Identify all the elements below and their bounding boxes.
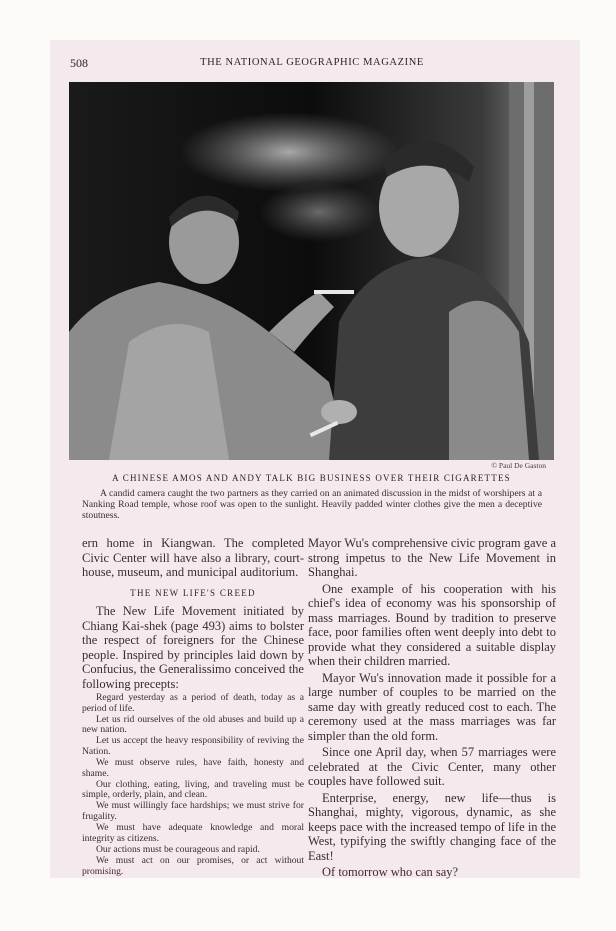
magazine-title: THE NATIONAL GEOGRAPHIC MAGAZINE: [200, 57, 424, 68]
precept-item: Let us rid ourselves of the old abuses and build up a new nation.: [82, 713, 304, 736]
body-paragraph: Enterprise, energy, new life—thus is Shanghai, mighty, vigorous, dynamic, as she keeps pace with the increased tempo of life in the West, typifying the swiftly changing face of the East!: [308, 790, 556, 863]
caption-title: A CHINESE AMOS AND ANDY TALK BIG BUSINESS OVER THEIR CIGARETTES: [112, 473, 511, 483]
precept-item: We must act on our promises, or act without promising.: [82, 854, 304, 877]
left-column: [82, 536, 304, 878]
precept-item: We must willingly face hardships; we must strive for frugality.: [82, 800, 304, 823]
section-title: THE NEW LIFE'S CREED: [130, 587, 256, 598]
precept-item: Let us accept the heavy responsibility of reviving the Nation.: [82, 735, 304, 757]
photo-credit: © Paul De Gaston: [491, 461, 546, 470]
precept-item: We must observe rules, have faith, honesty and shame.: [82, 757, 304, 779]
photograph: [69, 82, 554, 460]
page-header: [70, 56, 554, 72]
body-paragraph: Of tomorrow who can say?: [322, 865, 459, 879]
precept-item: Our clothing, eating, living, and traveling must be simple, orderly, plain, and clean.: [82, 778, 304, 801]
body-paragraph: Since one April day, when 57 marriages were celebrated at the Civic Center, many other couples have followed suit.: [308, 745, 556, 788]
body-paragraph: Mayor Wu's comprehensive civic program gave a strong impetus to the New Life Movement in Shanghai.: [308, 536, 556, 579]
precept-item: Regard yesterday as a period of death, today as a period of life.: [82, 692, 304, 714]
precepts-list: [82, 693, 304, 877]
right-column: [308, 536, 556, 882]
intro-paragraph: ern home in Kiangwan. The completed Civic Center will have also a library, court-house, museum, and municipal auditorium.: [82, 536, 304, 579]
page-number: 508: [70, 56, 88, 70]
photograph-icon: [69, 82, 554, 460]
body-paragraph: Mayor Wu's innovation made it possible for a large number of couples to be married on the same day with greatly reduced cost to each. The ceremony used at the mass marriages was far simpler than the old form.: [308, 670, 556, 743]
precept-item: We must have adequate knowledge and moral integrity as citizens.: [82, 822, 304, 844]
body-paragraph: The New Life Movement initiated by Chiang Kai-shek (page 493) aims to bolster the respect of foreigners for the Chinese people. Inspired by principles laid down by Confucius, the Generalissimo conceived the following precepts:: [82, 604, 304, 691]
caption-body: A candid camera caught the two partners as they carried on an animated discussion in the midst of worshipers at a Nanking Road temple, whose roof was open to the sunlight. Heavily padded winter clothes give the men a deceptive stoutness.: [82, 488, 542, 521]
body-paragraph: One example of his cooperation with his chief's idea of economy was his sponsorship of mass marriages. Bound by tradition to preserve face, poor families often went deeply into debt to provide what they considered a suitable display when their children married.: [308, 581, 556, 668]
precept-item: Our actions must be courageous and rapid.: [96, 843, 260, 855]
